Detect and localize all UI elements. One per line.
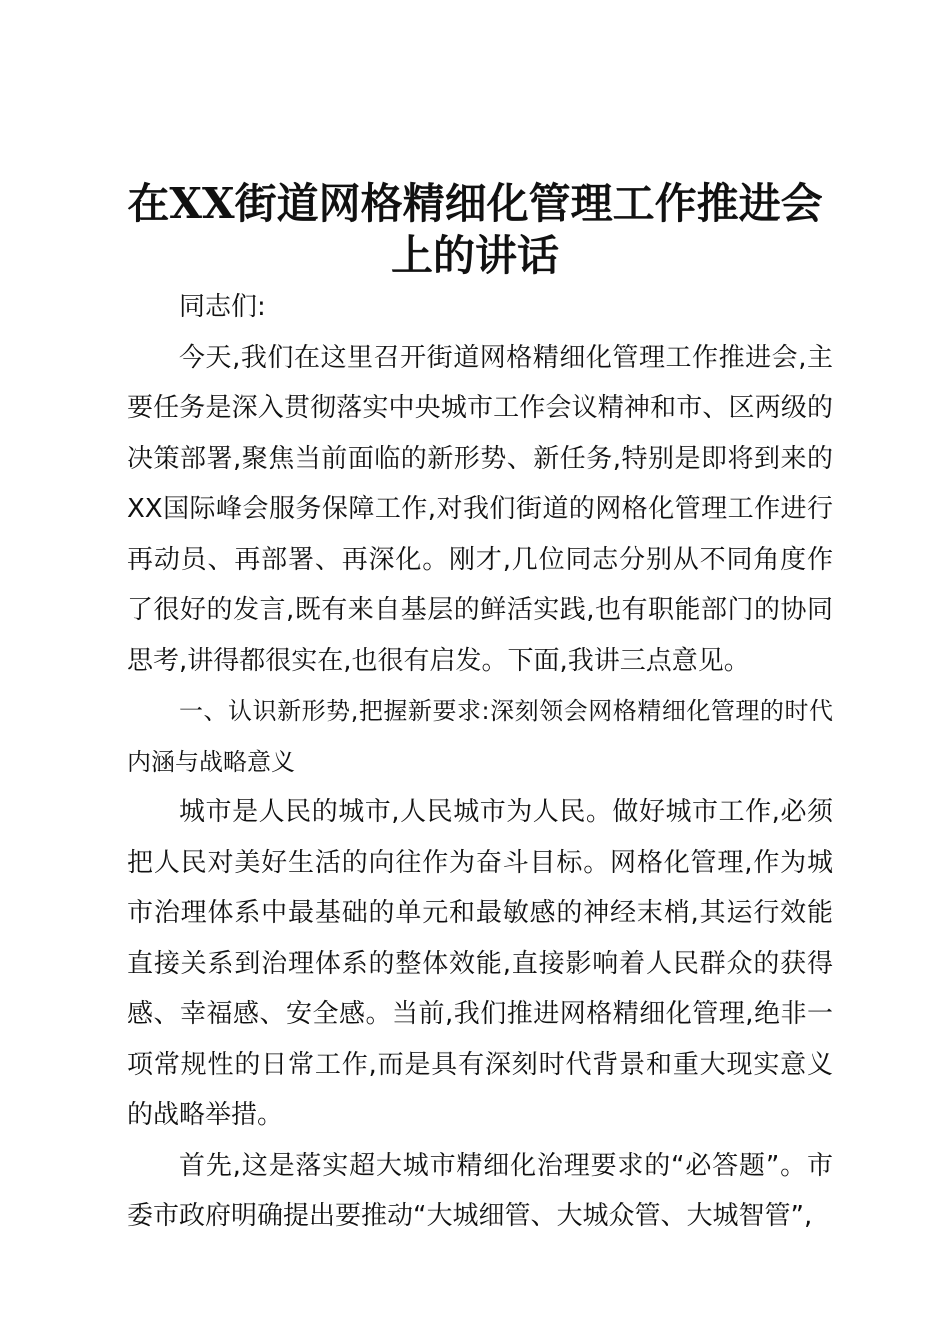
document-body xyxy=(127,282,833,1242)
salutation: 同志们: xyxy=(179,292,266,322)
paragraph-intro: 今天,我们在这里召开街道网格精细化管理工作推进会,主要任务是深入贯彻落实中央城市工作会议精神和市、区两级的决策部署,聚焦当前面临的新形势、新任务,特别是即将到来的XX国际峰会服务保障工作,对我们街道的网格化管理工作进行再动员、再部署、再深化。刚才,几位同志分别从不同角度作了很好的发言,既有来自基层的鲜活实践,也有职能部门的协同思考,讲得都很实在,也很有启发。下面,我讲三点意见。 xyxy=(127,342,833,676)
document-title: 在XX街道网格精细化管理工作推进会上的讲话 xyxy=(127,179,823,280)
paragraph-section-1: 城市是人民的城市,人民城市为人民。做好城市工作,必须把人民对美好生活的向往作为奋斗目标。网格化管理,作为城市治理体系中最基础的单元和最敏感的神经末梢,其运行效能直接关系到治理体系的整体效能,直接影响着人民群众的获得感、幸福感、安全感。当前,我们推进网格精细化管理,绝非一项常规性的日常工作,而是具有深刻时代背景和重大现实意义的战略举措。 xyxy=(127,797,833,1130)
section-heading: 一、认识新形势,把握新要求:深刻领会网格精细化管理的时代内涵与战略意义 xyxy=(127,697,833,776)
paragraph-section-2: 首先,这是落实超大城市精细化治理要求的“必答题”。市委市政府明确提出要推动“大城细管、大城众管、大城智管”, xyxy=(127,1150,833,1231)
